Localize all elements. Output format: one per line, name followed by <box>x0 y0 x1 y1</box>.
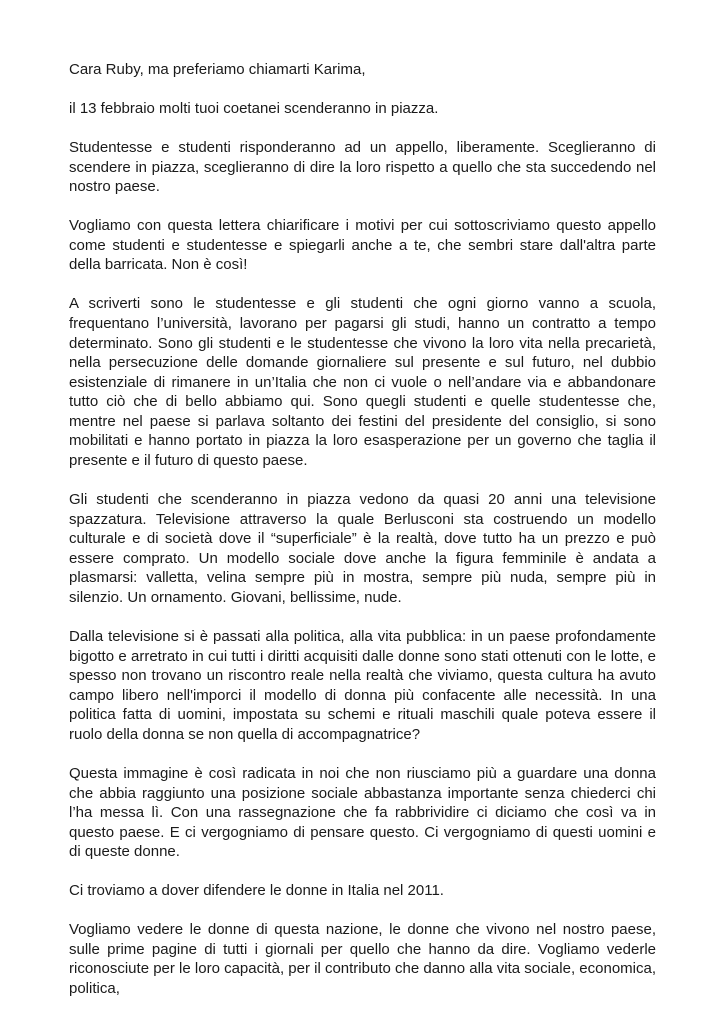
paragraph-television: Gli studenti che scenderanno in piazza vedono da quasi 20 anni una televisione spazzatura. Televisione attraverso la quale Berlusconi sta costruendo un modello culturale e di società dove il “superficiale” è la realtà, dove tutto ha un prezzo e può essere comprato. Un modello sociale dove anche la figura femminile è andata a plasmarsi: valletta, velina sempre più in mostra, sempre più nuda, sempre più in silenzio. Un ornamento. Giovani, bellissime, nude. <box>69 491 656 607</box>
paragraph-politics: Dalla televisione si è passati alla politica, alla vita pubblica: in un paese profondamente bigotto e arretrato in cui tutti i diritti acquisiti dalle donne sono stati ottenuti con le lotte, e spesso non trovano un riscontro reale nella realtà che viviamo, questa cultura ha avuto campo libero nell'imporci il modello di donna più confacente alle necessità. In una politica fatta di uomini, impostata su schemi e rituali maschili quale poteva essere il ruolo della donna se non quella di accompagnatrice? <box>69 628 656 743</box>
paragraph-who-we-are: A scriverti sono le studentesse e gli studenti che ogni giorno vanno a scuola, frequentano l’università, lavorano per pagarsi gli studi, hanno un contratto a tempo determinato. Sono gli studenti e le studentesse che vivono la loro vita nella precarietà, nella persecuzione delle domande giornaliere sul presente e sul futuro, nel dubbio esistenziale di rimanere in un’Italia che non ci vuole o nell’andare via e abbandonare tutto ciò che di bello abbiamo qui. Sono quegli studenti e quelle studentesse che, mentre nel paese si parlava soltanto dei festini del presidente del consiglio, si sono mobilitati e hanno portato in piazza la loro esasperazione per un governo che taglia il presente e il futuro di questo paese. <box>69 295 656 470</box>
paragraph-appeal: Studentesse e studenti risponderanno ad un appello, liberamente. Sceglieranno di scendere in piazza, sceglieranno di dire la loro rispetto a quello che sta succedendo nel nostro paese. <box>69 138 656 196</box>
paragraph-date: il 13 febbraio molti tuoi coetanei scenderanno in piazza. <box>69 99 439 117</box>
paragraph-purpose: Vogliamo con questa lettera chiarificare i motivi per cui sottoscriviamo questo appello come studenti e studentesse e spiegarli anche a te, che sembri stare dall'altra parte della barricata. Non è così! <box>69 217 656 274</box>
paragraph-defend: Ci troviamo a dover difendere le donne in Italia nel 2011. <box>69 882 444 900</box>
paragraph-vision: Vogliamo vedere le donne di questa nazione, le donne che vivono nel nostro paese, sulle prime pagine di tutti i giornali per quello che hanno da dire. Vogliamo vederle riconosciute per le loro capacità, per il contributo che danno alla vita sociale, economica, politica, <box>69 921 656 998</box>
salutation: Cara Ruby, ma preferiamo chiamarti Karima, <box>69 61 366 78</box>
paragraph-image: Questa immagine è così radicata in noi che non riusciamo più a guardare una donna che abbia raggiunto una posizione sociale abbastanza importante senza chiederci chi l’ha messa lì. Con una rassegnazione che fa rabbrividire ci diciamo che così va in questo paese. E ci vergogniamo di pensare questo. Ci vergogniamo di questi uomini e di queste donne. <box>69 764 656 861</box>
